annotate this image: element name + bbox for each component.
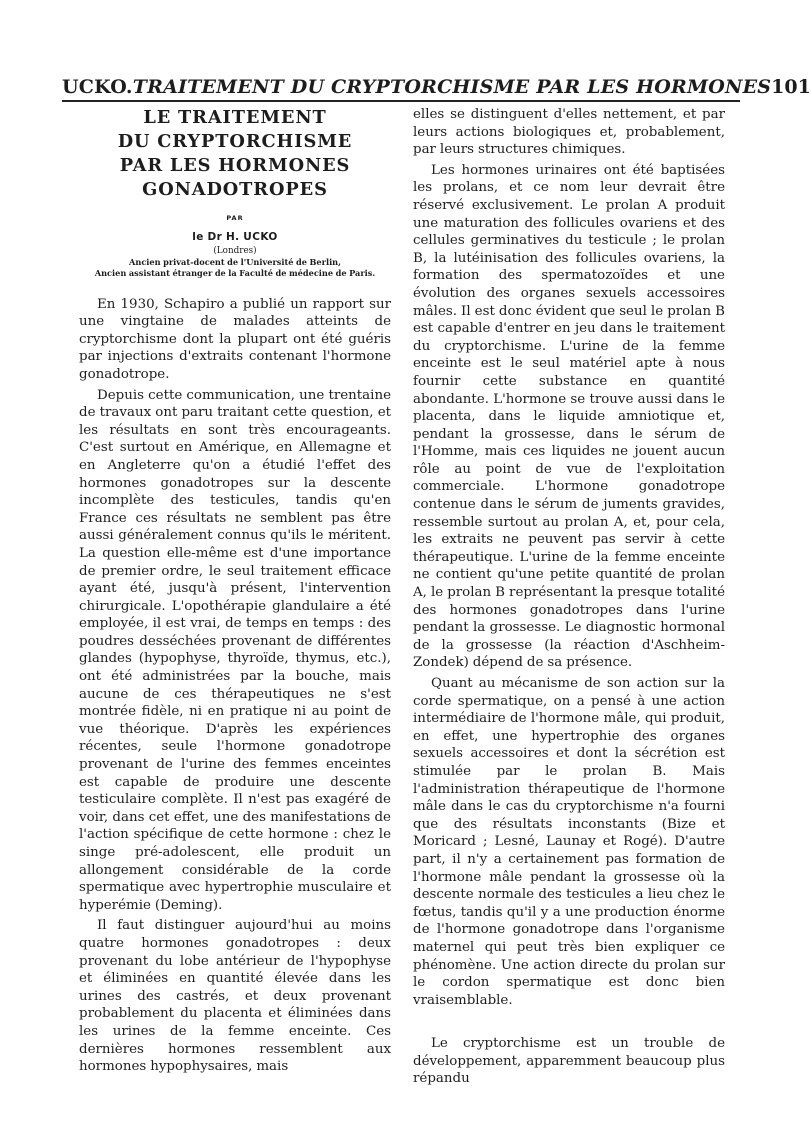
- byline: [79, 210, 391, 279]
- paragraph: Depuis cette communication, une trentaine de travaux ont paru traitant cette question, et les résultats en sont très encourageants. C'est surtout en Amérique, en Allemagne et en Angleterre qu'on a étudié l'effet des hormones gonadotropes sur la descente incomplète des testicules, tandis qu'en France ces résultats ne semblent pas être aussi généralement connus qu'ils le méritent. La question elle-même est d'une importance de premier ordre, le seul traitement efficace ayant été, jusqu'à présent, l'intervention chirurgicale. L'opothérapie glandulaire a été employée, il est vrai, de temps en temps : des poudres desséchées provenant de différentes glandes (hypophyse, thyroïde, thymus, etc.), ont été administrées par la bouche, mais aucune de ces thérapeutiques ne s'est montrée fidèle, ni en pratique ni au point de vue théorique. D'après les expériences récentes, seule l'hormone gonadotrope provenant de l'urine des femmes enceintes est capable de produire une descente testiculaire complète. Il n'est pas exagéré de voir, dans cet effet, une des manifestations de l'action spécifique de cette hormone : chez le singe pré-adolescent, elle produit un allongement considérable de la corde spermatique avec hypertrophie musculaire et hyperémie (Deming).: [79, 387, 391, 913]
- right-column: [413, 106, 725, 1088]
- paragraph: elles se distinguent d'elles nettement, et par leurs actions biologiques et, probablement, par leurs structures chimiques.: [413, 107, 725, 158]
- paragraph: Les hormones urinaires ont été baptisées les prolans, et ce nom leur devrait être réservé exclusivement. Le prolan A produit une maturation des follicules ovariens et des cellules germinatives du testicule ; le prolan B, la lutéinisation des follicules ovariens, la formation des spermatozoïdes et une évolution des organes sexuels accessoires mâles. Il est donc évident que seul le prolan B est capable d'entrer en jeu dans le traitement du cryptorchisme. L'urine de la femme enceinte est le seul matériel apte à nous fournir cette substance en quantité abondante. L'hormone se trouve aussi dans le placenta, dans le liquide amniotique et, pendant la grossesse, dans le sérum de l'Homme, mais ces liquides ne jouent aucun rôle au point de vue de l'exploitation commerciale. L'hormone gonadotrope contenue dans le sérum de juments gravides, ressemble surtout au prolan A, et, pour cela, les extraits ne peuvent pas servir à cette thérapeutique. L'urine de la femme enceinte ne contient qu'une petite quantité de prolan A, le prolan B représentant la presque totalité des hormones gonadotropes dans l'urine pendant la grossesse. Le diagnostic hormonal de la grossesse (la réaction d'Aschheim-Zondek) dépend de sa présence.: [413, 162, 725, 671]
- author-name: le Dr H. UCKO: [192, 230, 278, 243]
- paragraph: Il faut distinguer aujourd'hui au moins quatre hormones gonadotropes : deux provenant du lobe antérieur de l'hypophyse et éliminées en quantité élevée dans les urines des castrés, et deux provenant probablement du placenta et éliminées dans les urines de la femme enceinte. Ces dernières hormones ressemblent aux hormones hypophysaires, mais: [79, 918, 391, 1075]
- left-column: [79, 106, 391, 1076]
- paragraph: Le cryptorchisme est un trouble de développement, apparemment beaucoup plus répandu: [413, 1036, 725, 1087]
- title-line: LE TRAITEMENT: [143, 107, 327, 128]
- article-title: [79, 106, 391, 202]
- byline-par: PAR: [226, 214, 244, 222]
- title-line: GONADOTROPES: [142, 179, 328, 200]
- running-head-author: UCKO.: [62, 76, 133, 98]
- running-header: [62, 76, 811, 102]
- running-head-title: TRAITEMENT DU CRYPTORCHISME PAR LES HORMONES: [132, 76, 772, 98]
- author-affiliation: Ancien privat-docent de l'Université de Berlin,: [129, 256, 341, 267]
- author-affiliation: Ancien assistant étranger de la Faculté de médecine de Paris.: [94, 267, 376, 278]
- paragraph: Quant au mécanisme de son action sur la corde spermatique, on a pensé à une action intermédiaire de l'hormone mâle, qui produit, en effet, une hypertrophie des organes sexuels accessoires et dont la sécrétion est stimulée par le prolan B. Mais l'administration thérapeutique de l'hormone mâle dans le cas du cryptorchisme n'a fourni que des résultats inconstants (Bize et Moricard ; Lesné, Launay et Rogé). D'autre part, il n'y a certainement pas formation de l'hormone mâle pendant la grossesse où la descente normale des testicules a lieu chez le fœtus, tandis qu'il y a une production énorme de l'hormone gonadotrope dans l'organisme maternel qui peut très bien expliquer ce phénomène. Une action directe du prolan sur le cordon spermatique est donc bien vraisemblable.: [413, 676, 725, 1008]
- author-city: (Londres): [213, 245, 257, 256]
- page-number: 101: [771, 76, 811, 98]
- title-line: PAR LES HORMONES: [119, 155, 351, 176]
- running-head: [62, 76, 771, 98]
- paragraph: En 1930, Schapiro a publié un rapport sur une vingtaine de malades atteints de cryptorchisme dont la plupart ont été guéris par injections d'extraits contenant l'hormone gonadotrope.: [79, 296, 391, 382]
- title-line: DU CRYPTORCHISME: [117, 131, 353, 152]
